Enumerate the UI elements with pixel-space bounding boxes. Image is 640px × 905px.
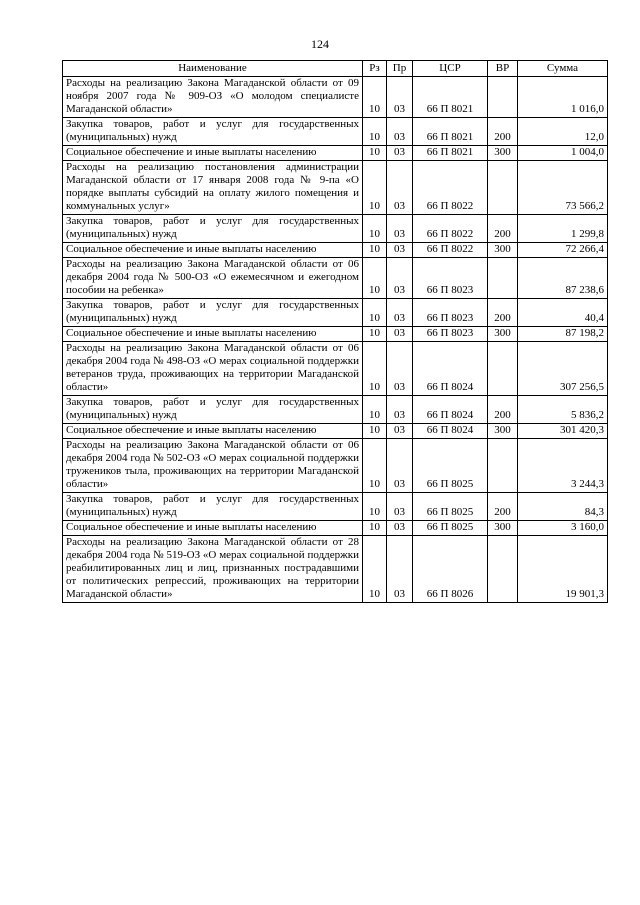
cell-pr: 03 xyxy=(387,77,413,118)
cell-sum: 1 299,8 xyxy=(518,215,608,243)
cell-csr: 66 П 8022 xyxy=(413,215,488,243)
header-rz: Рз xyxy=(363,61,387,77)
cell-csr: 66 П 8024 xyxy=(413,396,488,424)
cell-csr: 66 П 8025 xyxy=(413,521,488,536)
cell-vr xyxy=(488,77,518,118)
cell-pr: 03 xyxy=(387,342,413,396)
cell-vr: 200 xyxy=(488,493,518,521)
cell-vr: 200 xyxy=(488,118,518,146)
header-pr: Пр xyxy=(387,61,413,77)
cell-rz: 10 xyxy=(363,146,387,161)
cell-vr xyxy=(488,161,518,215)
cell-vr: 200 xyxy=(488,396,518,424)
table-row xyxy=(63,396,608,424)
table-row xyxy=(63,521,608,536)
cell-rz: 10 xyxy=(363,396,387,424)
table-row xyxy=(63,215,608,243)
table-row xyxy=(63,493,608,521)
cell-name: Закупка товаров, работ и услуг для государственных (муниципальных) нужд xyxy=(63,396,363,424)
cell-pr: 03 xyxy=(387,439,413,493)
cell-rz: 10 xyxy=(363,243,387,258)
cell-name: Расходы на реализацию постановления администрации Магаданской области от 17 января 2008 года № 9-па «О порядке выплаты субсидий на оплату жилого помещения и коммунальных услуг» xyxy=(63,161,363,215)
cell-sum: 5 836,2 xyxy=(518,396,608,424)
cell-csr: 66 П 8022 xyxy=(413,243,488,258)
cell-rz: 10 xyxy=(363,536,387,603)
cell-rz: 10 xyxy=(363,77,387,118)
cell-pr: 03 xyxy=(387,493,413,521)
budget-table xyxy=(62,60,608,603)
cell-pr: 03 xyxy=(387,424,413,439)
cell-rz: 10 xyxy=(363,342,387,396)
cell-csr: 66 П 8021 xyxy=(413,118,488,146)
table-row xyxy=(63,327,608,342)
cell-name: Социальное обеспечение и иные выплаты населению xyxy=(63,424,363,439)
cell-csr: 66 П 8023 xyxy=(413,299,488,327)
cell-sum: 1 004,0 xyxy=(518,146,608,161)
cell-vr: 300 xyxy=(488,243,518,258)
table-header xyxy=(63,61,608,77)
cell-csr: 66 П 8023 xyxy=(413,258,488,299)
cell-csr: 66 П 8024 xyxy=(413,342,488,396)
cell-name: Расходы на реализацию Закона Магаданской области от 06 декабря 2004 года № 498-ОЗ «О мерах социальной поддержки ветеранов труда, проживающих на территории Магаданской области» xyxy=(63,342,363,396)
cell-name: Расходы на реализацию Закона Магаданской области от 28 декабря 2004 года № 519-ОЗ «О мерах социальной поддержки реабилитированных лиц и лиц, признанных пострадавшими от политических репрессий, проживающих на территории Магаданской области» xyxy=(63,536,363,603)
table-row xyxy=(63,77,608,118)
header-vr: ВР xyxy=(488,61,518,77)
table-row xyxy=(63,146,608,161)
cell-rz: 10 xyxy=(363,299,387,327)
cell-pr: 03 xyxy=(387,299,413,327)
cell-vr: 300 xyxy=(488,521,518,536)
cell-name: Закупка товаров, работ и услуг для государственных (муниципальных) нужд xyxy=(63,493,363,521)
cell-pr: 03 xyxy=(387,536,413,603)
cell-sum: 301 420,3 xyxy=(518,424,608,439)
table-row xyxy=(63,342,608,396)
cell-csr: 66 П 8022 xyxy=(413,161,488,215)
header-csr: ЦСР xyxy=(413,61,488,77)
cell-sum: 84,3 xyxy=(518,493,608,521)
cell-csr: 66 П 8021 xyxy=(413,146,488,161)
cell-sum: 73 566,2 xyxy=(518,161,608,215)
cell-vr: 300 xyxy=(488,424,518,439)
cell-csr: 66 П 8024 xyxy=(413,424,488,439)
cell-pr: 03 xyxy=(387,258,413,299)
table-row xyxy=(63,439,608,493)
table-row xyxy=(63,243,608,258)
cell-rz: 10 xyxy=(363,161,387,215)
cell-rz: 10 xyxy=(363,327,387,342)
cell-vr: 300 xyxy=(488,327,518,342)
cell-name: Социальное обеспечение и иные выплаты населению xyxy=(63,243,363,258)
cell-sum: 87 238,6 xyxy=(518,258,608,299)
cell-vr: 200 xyxy=(488,215,518,243)
cell-sum: 40,4 xyxy=(518,299,608,327)
table-body xyxy=(63,77,608,603)
cell-name: Расходы на реализацию Закона Магаданской области от 06 декабря 2004 года № 502-ОЗ «О мерах социальной поддержки тружеников тыла, проживающих на территории Магаданской области» xyxy=(63,439,363,493)
table-row xyxy=(63,424,608,439)
header-sum: Сумма xyxy=(518,61,608,77)
cell-name: Социальное обеспечение и иные выплаты населению xyxy=(63,146,363,161)
header-row xyxy=(63,61,608,77)
table-row xyxy=(63,118,608,146)
cell-pr: 03 xyxy=(387,161,413,215)
cell-name: Закупка товаров, работ и услуг для государственных (муниципальных) нужд xyxy=(63,118,363,146)
cell-vr: 200 xyxy=(488,299,518,327)
cell-rz: 10 xyxy=(363,118,387,146)
cell-sum: 3 160,0 xyxy=(518,521,608,536)
page-number: 124 xyxy=(311,37,329,51)
cell-sum: 3 244,3 xyxy=(518,439,608,493)
cell-vr: 300 xyxy=(488,146,518,161)
cell-pr: 03 xyxy=(387,396,413,424)
cell-sum: 12,0 xyxy=(518,118,608,146)
cell-pr: 03 xyxy=(387,146,413,161)
header-name: Наименование xyxy=(63,61,363,77)
cell-name: Закупка товаров, работ и услуг для государственных (муниципальных) нужд xyxy=(63,215,363,243)
cell-rz: 10 xyxy=(363,521,387,536)
cell-pr: 03 xyxy=(387,243,413,258)
cell-vr xyxy=(488,536,518,603)
cell-rz: 10 xyxy=(363,439,387,493)
cell-vr xyxy=(488,258,518,299)
table-row xyxy=(63,258,608,299)
table-row xyxy=(63,299,608,327)
cell-pr: 03 xyxy=(387,215,413,243)
cell-csr: 66 П 8025 xyxy=(413,439,488,493)
cell-name: Закупка товаров, работ и услуг для государственных (муниципальных) нужд xyxy=(63,299,363,327)
cell-rz: 10 xyxy=(363,258,387,299)
cell-name: Расходы на реализацию Закона Магаданской области от 09 ноября 2007 года № 909-ОЗ «О молодом специалисте Магаданской области» xyxy=(63,77,363,118)
cell-pr: 03 xyxy=(387,327,413,342)
cell-rz: 10 xyxy=(363,493,387,521)
cell-vr xyxy=(488,439,518,493)
cell-name: Социальное обеспечение и иные выплаты населению xyxy=(63,327,363,342)
cell-name: Социальное обеспечение и иные выплаты населению xyxy=(63,521,363,536)
cell-csr: 66 П 8021 xyxy=(413,77,488,118)
cell-sum: 307 256,5 xyxy=(518,342,608,396)
table-row xyxy=(63,536,608,603)
cell-csr: 66 П 8025 xyxy=(413,493,488,521)
cell-name: Расходы на реализацию Закона Магаданской области от 06 декабря 2004 года № 500-ОЗ «О ежемесячном и ежегодном пособии на ребенка» xyxy=(63,258,363,299)
cell-pr: 03 xyxy=(387,521,413,536)
cell-sum: 72 266,4 xyxy=(518,243,608,258)
cell-csr: 66 П 8026 xyxy=(413,536,488,603)
table-row xyxy=(63,161,608,215)
cell-sum: 19 901,3 xyxy=(518,536,608,603)
cell-pr: 03 xyxy=(387,118,413,146)
cell-rz: 10 xyxy=(363,424,387,439)
cell-sum: 1 016,0 xyxy=(518,77,608,118)
cell-csr: 66 П 8023 xyxy=(413,327,488,342)
cell-vr xyxy=(488,342,518,396)
cell-sum: 87 198,2 xyxy=(518,327,608,342)
cell-rz: 10 xyxy=(363,215,387,243)
